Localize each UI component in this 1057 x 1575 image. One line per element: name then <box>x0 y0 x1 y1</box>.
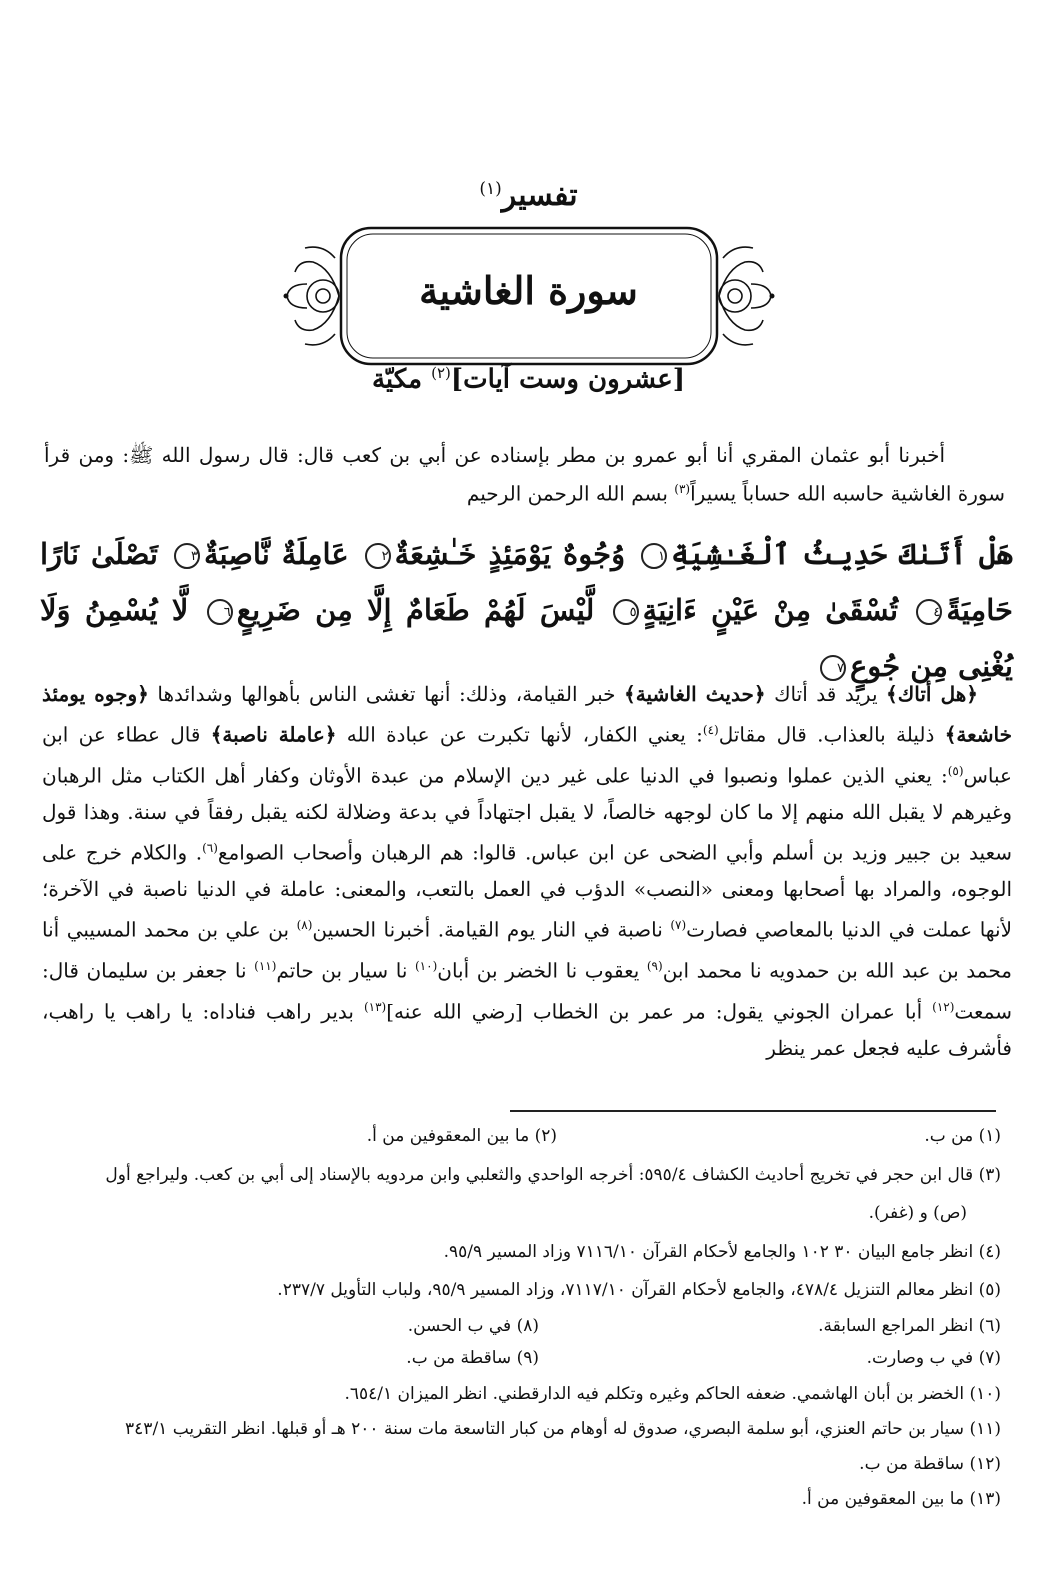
tafsir-text: يعقوب نا الخضر بن أبان <box>437 958 647 983</box>
tafsir-text: ناصبة في النار يوم القيامة. أخبرنا الحسين <box>312 917 671 942</box>
verse-number: ٢ <box>365 543 391 569</box>
footnote-ref: (١٣) <box>363 999 387 1014</box>
footnote-ref: (٢) <box>431 364 451 382</box>
verse-text: وُجُوهٌ يَوْمَئِذٍ خَـٰشِعَةٌ <box>394 537 626 571</box>
footnote: (٦) انظر المراجع السابقة. <box>818 1316 1001 1336</box>
footnote: (١٣) ما بين المعقوفين من أ. <box>801 1489 1001 1509</box>
tafsir-heading <box>0 178 1057 213</box>
tafsir-text: ذليلة بالعذاب. قال مقاتل <box>718 722 945 747</box>
footnote: (٩) ساقطة من ب. <box>406 1348 539 1368</box>
tafsir-text: نا جعفر بن سليمان قال: سمعت <box>42 958 1012 1024</box>
verse-text: تُسْقَىٰ مِنْ عَيْنٍ ءَانِيَةٍ <box>642 593 899 627</box>
surah-name: سورة الغاشية <box>419 268 638 313</box>
footnote: (١١) سيار بن حاتم العنزي، أبو سلمة البصري، صدوق له أوهام من كبار التاسعة مات سنة ٢٠٠ هـ أو قبلها. انظر التقريب ٣٤٣/١ <box>125 1419 1001 1439</box>
tafsir-text: بن علي بن محمد المسيبي أنا محمد بن عبد الله بن حمدويه نا محمد ابن <box>42 917 1012 983</box>
quoted-verse: ﴿وجوه يومئذ خاشعة﴾ <box>42 682 1013 747</box>
quoted-verse: ﴿عاملة ناصبة﴾ <box>210 722 337 747</box>
tafsir-text: : يعني الكفار، لأنها تكبرت عن عبادة الله <box>336 722 703 747</box>
footnote: (٨) في ب الحسن. <box>407 1316 539 1336</box>
footnote-ref: (٥) <box>947 764 964 779</box>
verse-number: ٥ <box>613 599 639 625</box>
footnote-ref: (١٠) <box>414 959 438 974</box>
verse-text: لَّا يُسْمِنُ وَلَا يُغْنِى مِن جُوعٍ <box>40 593 1013 683</box>
verse-text: هَلْ أَتَىٰكَ حَدِيثُ ٱلْغَـٰشِيَةِ <box>671 537 1013 571</box>
verse-text: عَامِلَةٌ نَّاصِبَةٌ <box>203 537 349 571</box>
verse-text: تَصْلَىٰ نَارًا حَامِيَةً <box>40 537 1013 627</box>
verse <box>203 593 595 627</box>
tafsir-text: يريد قد أتاك <box>765 682 887 706</box>
footnote-ref: (١) <box>479 179 502 199</box>
footnote: (١) من ب. <box>924 1126 1001 1146</box>
heading-title: تفسير <box>501 178 578 213</box>
verse-number: ٧ <box>820 655 846 681</box>
footnote-divider <box>510 1110 996 1112</box>
tafsir-text: أبا عمران الجوني يقول: مر عمر بن الخطاب [رضي الله عنه] <box>386 999 933 1024</box>
tafsir-text: خبر القيامة، وذلك: أنها تغشى الناس بأهوالها وشدائدها <box>148 682 624 706</box>
quoted-verse: ﴿هل أتاك﴾ <box>886 682 979 706</box>
tafsir-text: قال عطاء عن ابن عباس <box>42 722 1012 788</box>
footnote: (٧) في ب وصارت. <box>866 1348 1001 1368</box>
verse <box>609 593 898 627</box>
revelation-type: مكيّة <box>371 364 432 395</box>
tafsir-text: نا سيار بن حاتم <box>276 958 415 983</box>
verse-number: ١ <box>641 543 667 569</box>
quoted-verse: ﴿حديث الغاشية﴾ <box>624 682 766 706</box>
footnote: (٢) ما بين المعقوفين من أ. <box>366 1126 557 1146</box>
verse-text: لَّيْسَ لَهُمْ طَعَامٌ إِلَّا مِن ضَرِيعٍ <box>236 593 595 627</box>
footnote-ref: (٤) <box>702 723 719 738</box>
footnote: (٣) قال ابن حجر في تخريج أحاديث الكشاف ٥٩٥/٤: أخرجه الواحدي والثعلبي وابن مردويه بالإسناد إلى أبي بن كعب. وليراجع أول <box>105 1165 1001 1185</box>
footnote-ref: (١١) <box>254 959 277 974</box>
basmala: بسم الله الرحمن الرحيم <box>466 481 675 506</box>
footnote-ref: (٨) <box>296 918 313 933</box>
footnote: (١٠) الخضر بن أبان الهاشمي. ضعفه الحاكم وغيره وتكلم فيه الدارقطني. انظر الميزان ٦٥٤/١. <box>344 1384 1001 1404</box>
footnote: (ص) و (غفر). <box>868 1203 967 1223</box>
surah-subtitle <box>0 364 1057 395</box>
verse-count: [عشرون وست آيات] <box>450 364 686 395</box>
tafsir-paragraph <box>42 676 1012 1066</box>
verse-number: ٤ <box>916 599 942 625</box>
verse-number: ٦ <box>207 599 233 625</box>
footnote: (١٢) ساقطة من ب. <box>859 1454 1001 1474</box>
footnote-ref: (٦) <box>202 841 218 856</box>
intro-paragraph <box>44 438 1005 511</box>
tafsir-text: بدير راهب فناداه: يا راهب يا راهب، فأشرف عليه فجعل عمر ينظر <box>42 999 1012 1060</box>
tafsir-text: : يعني الذين عملوا ونصبوا في الدنيا على غير دين الإسلام من عبدة الأوثان وكفار أهل الكتاب مثل الرهبان وغيرهم لا يقبل الله منهم إلا ما كان لوجهه خالصاً، لا يقبل اجتهاداً في بدعة وضلالة لكنه يقبل رفقاً في سنة. وهذا قول سعيد بن جبير وزيد بن أسلم وأبي الضحى عن ابن عباس. قالوا: هم الرهبان وأصحاب الصوامع <box>42 763 1012 865</box>
footnote: (٥) انظر معالم التنزيل ٤٧٨/٤، والجامع لأحكام القرآن ٧١١٧/١٠، وزاد المسير ٩٥/٩، ولباب التأويل ٢٣٧/٧. <box>277 1280 1001 1300</box>
tafsir-text: . والكلام خرج على الوجوه، والمراد بها أصحابها ومعنى «النصب» الدؤب في العمل بالتعب، والمعنى: عاملة في الدنيا ناصبة في الآخرة؛ لأنها عملت في الدنيا بالمعاصي فصارت <box>42 840 1012 942</box>
intro-text: أخبرنا أبو عثمان المقري أنا أبو عمرو بن مطر بإسناده عن أبي بن كعب قال: قال رسول الله ﷺ: ومن قرأ سورة الغاشية حاسبه الله حساباً يسيراً <box>44 443 1005 506</box>
footnote-ref: (٩) <box>646 959 663 974</box>
footnote-ref: (١٢) <box>932 999 955 1014</box>
verse <box>170 537 349 571</box>
footnote-ref: (٣) <box>674 482 691 496</box>
verse-number: ٣ <box>174 543 200 569</box>
footnote-ref: (٧) <box>670 918 687 933</box>
footnote: (٤) انظر جامع البيان ٣٠ ١٠٢ والجامع لأحكام القرآن ٧١١٦/١٠ وزاد المسير ٩٥/٩. <box>443 1242 1001 1262</box>
verse <box>637 537 1013 571</box>
quran-verses <box>40 526 1013 694</box>
verse <box>361 537 626 571</box>
